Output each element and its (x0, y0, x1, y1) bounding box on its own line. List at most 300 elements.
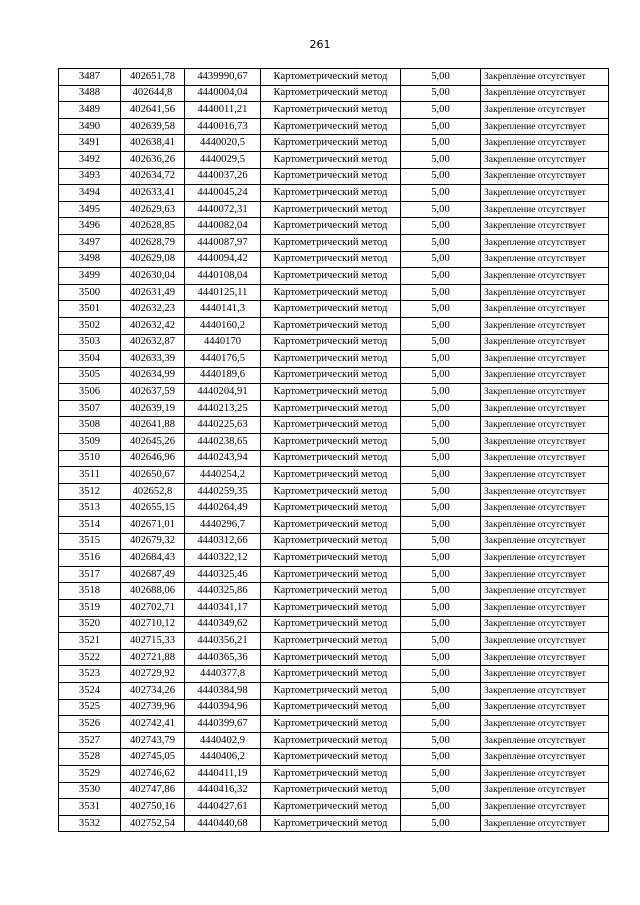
y-coordinate-cell: 4440087,97 (185, 234, 261, 251)
method-cell: Картометрический метод (261, 268, 401, 285)
error-cell: 5,00 (401, 268, 481, 285)
x-coordinate-cell: 402679,32 (121, 533, 185, 550)
x-coordinate-cell: 402633,39 (121, 351, 185, 368)
x-coordinate-cell: 402636,26 (121, 151, 185, 168)
table-row (59, 218, 609, 235)
point-number-cell: 3493 (59, 168, 121, 185)
x-coordinate-cell: 402747,86 (121, 782, 185, 799)
table-row (59, 765, 609, 782)
point-number-cell: 3510 (59, 450, 121, 467)
error-cell: 5,00 (401, 69, 481, 86)
fixation-cell: Закрепление отсутствует (481, 533, 609, 550)
y-coordinate-cell: 4440341,17 (185, 600, 261, 617)
point-number-cell: 3500 (59, 284, 121, 301)
point-number-cell: 3517 (59, 566, 121, 583)
method-cell: Картометрический метод (261, 799, 401, 816)
error-cell: 5,00 (401, 550, 481, 567)
x-coordinate-cell: 402629,63 (121, 201, 185, 218)
x-coordinate-cell: 402651,78 (121, 69, 185, 86)
point-number-cell: 3506 (59, 384, 121, 401)
method-cell: Картометрический метод (261, 218, 401, 235)
method-cell: Картометрический метод (261, 201, 401, 218)
error-cell: 5,00 (401, 732, 481, 749)
fixation-cell: Закрепление отсутствует (481, 334, 609, 351)
point-number-cell: 3497 (59, 234, 121, 251)
method-cell: Картометрический метод (261, 102, 401, 119)
error-cell: 5,00 (401, 566, 481, 583)
point-number-cell: 3505 (59, 367, 121, 384)
y-coordinate-cell: 4440402,9 (185, 732, 261, 749)
y-coordinate-cell: 4440322,12 (185, 550, 261, 567)
fixation-cell: Закрепление отсутствует (481, 218, 609, 235)
table-row (59, 301, 609, 318)
y-coordinate-cell: 4440238,65 (185, 434, 261, 451)
fixation-cell: Закрепление отсутствует (481, 384, 609, 401)
table-row (59, 699, 609, 716)
table-row (59, 102, 609, 119)
method-cell: Картометрический метод (261, 533, 401, 550)
x-coordinate-cell: 402743,79 (121, 732, 185, 749)
table-row (59, 367, 609, 384)
fixation-cell: Закрепление отсутствует (481, 765, 609, 782)
table-row (59, 782, 609, 799)
method-cell: Картометрический метод (261, 483, 401, 500)
fixation-cell: Закрепление отсутствует (481, 367, 609, 384)
y-coordinate-cell: 4440016,73 (185, 118, 261, 135)
point-number-cell: 3527 (59, 732, 121, 749)
fixation-cell: Закрепление отсутствует (481, 566, 609, 583)
point-number-cell: 3519 (59, 600, 121, 617)
coordinates-table (58, 68, 609, 832)
table-row (59, 334, 609, 351)
fixation-cell: Закрепление отсутствует (481, 500, 609, 517)
fixation-cell: Закрепление отсутствует (481, 517, 609, 534)
fixation-cell: Закрепление отсутствует (481, 616, 609, 633)
x-coordinate-cell: 402630,04 (121, 268, 185, 285)
method-cell: Картометрический метод (261, 384, 401, 401)
x-coordinate-cell: 402746,62 (121, 765, 185, 782)
point-number-cell: 3520 (59, 616, 121, 633)
y-coordinate-cell: 4440189,6 (185, 367, 261, 384)
table-row (59, 566, 609, 583)
y-coordinate-cell: 4440259,35 (185, 483, 261, 500)
table-row (59, 815, 609, 832)
error-cell: 5,00 (401, 649, 481, 666)
x-coordinate-cell: 402629,08 (121, 251, 185, 268)
error-cell: 5,00 (401, 85, 481, 102)
y-coordinate-cell: 4440225,63 (185, 417, 261, 434)
error-cell: 5,00 (401, 799, 481, 816)
method-cell: Картометрический метод (261, 367, 401, 384)
x-coordinate-cell: 402646,96 (121, 450, 185, 467)
method-cell: Картометрический метод (261, 699, 401, 716)
x-coordinate-cell: 402671,01 (121, 517, 185, 534)
error-cell: 5,00 (401, 517, 481, 534)
method-cell: Картометрический метод (261, 151, 401, 168)
table-row (59, 517, 609, 534)
table-row (59, 467, 609, 484)
y-coordinate-cell: 4440160,2 (185, 317, 261, 334)
error-cell: 5,00 (401, 616, 481, 633)
point-number-cell: 3526 (59, 716, 121, 733)
x-coordinate-cell: 402684,43 (121, 550, 185, 567)
x-coordinate-cell: 402644,8 (121, 85, 185, 102)
fixation-cell: Закрепление отсутствует (481, 815, 609, 832)
error-cell: 5,00 (401, 682, 481, 699)
y-coordinate-cell: 4440427,61 (185, 799, 261, 816)
y-coordinate-cell: 4440045,24 (185, 185, 261, 202)
x-coordinate-cell: 402639,19 (121, 400, 185, 417)
method-cell: Картометрический метод (261, 317, 401, 334)
point-number-cell: 3487 (59, 69, 121, 86)
method-cell: Картометрический метод (261, 135, 401, 152)
point-number-cell: 3531 (59, 799, 121, 816)
error-cell: 5,00 (401, 317, 481, 334)
point-number-cell: 3503 (59, 334, 121, 351)
table-row (59, 351, 609, 368)
y-coordinate-cell: 4440213,25 (185, 400, 261, 417)
point-number-cell: 3522 (59, 649, 121, 666)
error-cell: 5,00 (401, 633, 481, 650)
x-coordinate-cell: 402632,87 (121, 334, 185, 351)
error-cell: 5,00 (401, 351, 481, 368)
fixation-cell: Закрепление отсутствует (481, 649, 609, 666)
error-cell: 5,00 (401, 251, 481, 268)
fixation-cell: Закрепление отсутствует (481, 600, 609, 617)
x-coordinate-cell: 402742,41 (121, 716, 185, 733)
error-cell: 5,00 (401, 666, 481, 683)
method-cell: Картометрический метод (261, 566, 401, 583)
method-cell: Картометрический метод (261, 500, 401, 517)
y-coordinate-cell: 4440349,62 (185, 616, 261, 633)
point-number-cell: 3509 (59, 434, 121, 451)
fixation-cell: Закрепление отсутствует (481, 483, 609, 500)
table-row (59, 417, 609, 434)
point-number-cell: 3496 (59, 218, 121, 235)
method-cell: Картометрический метод (261, 400, 401, 417)
y-coordinate-cell: 4440094,42 (185, 251, 261, 268)
x-coordinate-cell: 402752,54 (121, 815, 185, 832)
x-coordinate-cell: 402650,67 (121, 467, 185, 484)
fixation-cell: Закрепление отсутствует (481, 301, 609, 318)
table-row (59, 633, 609, 650)
error-cell: 5,00 (401, 467, 481, 484)
y-coordinate-cell: 4439990,67 (185, 69, 261, 86)
error-cell: 5,00 (401, 815, 481, 832)
point-number-cell: 3512 (59, 483, 121, 500)
x-coordinate-cell: 402652,8 (121, 483, 185, 500)
y-coordinate-cell: 4440029,5 (185, 151, 261, 168)
fixation-cell: Закрепление отсутствует (481, 434, 609, 451)
fixation-cell: Закрепление отсутствует (481, 118, 609, 135)
error-cell: 5,00 (401, 500, 481, 517)
error-cell: 5,00 (401, 400, 481, 417)
table-row (59, 583, 609, 600)
point-number-cell: 3524 (59, 682, 121, 699)
fixation-cell: Закрепление отсутствует (481, 682, 609, 699)
fixation-cell: Закрепление отсутствует (481, 351, 609, 368)
fixation-cell: Закрепление отсутствует (481, 550, 609, 567)
error-cell: 5,00 (401, 102, 481, 119)
table-row (59, 666, 609, 683)
error-cell: 5,00 (401, 151, 481, 168)
error-cell: 5,00 (401, 284, 481, 301)
point-number-cell: 3523 (59, 666, 121, 683)
fixation-cell: Закрепление отсутствует (481, 400, 609, 417)
method-cell: Картометрический метод (261, 185, 401, 202)
fixation-cell: Закрепление отсутствует (481, 450, 609, 467)
error-cell: 5,00 (401, 334, 481, 351)
point-number-cell: 3489 (59, 102, 121, 119)
fixation-cell: Закрепление отсутствует (481, 749, 609, 766)
point-number-cell: 3492 (59, 151, 121, 168)
method-cell: Картометрический метод (261, 765, 401, 782)
table-row (59, 600, 609, 617)
table-row (59, 85, 609, 102)
y-coordinate-cell: 4440312,66 (185, 533, 261, 550)
x-coordinate-cell: 402734,26 (121, 682, 185, 699)
method-cell: Картометрический метод (261, 815, 401, 832)
fixation-cell: Закрепление отсутствует (481, 782, 609, 799)
point-number-cell: 3525 (59, 699, 121, 716)
error-cell: 5,00 (401, 367, 481, 384)
page-number: 261 (309, 38, 331, 51)
x-coordinate-cell: 402638,41 (121, 135, 185, 152)
method-cell: Картометрический метод (261, 417, 401, 434)
method-cell: Картометрический метод (261, 600, 401, 617)
point-number-cell: 3521 (59, 633, 121, 650)
point-number-cell: 3528 (59, 749, 121, 766)
error-cell: 5,00 (401, 600, 481, 617)
y-coordinate-cell: 4440004,04 (185, 85, 261, 102)
method-cell: Картометрический метод (261, 550, 401, 567)
method-cell: Картометрический метод (261, 450, 401, 467)
error-cell: 5,00 (401, 533, 481, 550)
y-coordinate-cell: 4440296,7 (185, 517, 261, 534)
y-coordinate-cell: 4440204,91 (185, 384, 261, 401)
x-coordinate-cell: 402634,72 (121, 168, 185, 185)
fixation-cell: Закрепление отсутствует (481, 69, 609, 86)
fixation-cell: Закрепление отсутствует (481, 799, 609, 816)
method-cell: Картометрический метод (261, 732, 401, 749)
y-coordinate-cell: 4440243,94 (185, 450, 261, 467)
point-number-cell: 3529 (59, 765, 121, 782)
fixation-cell: Закрепление отсутствует (481, 85, 609, 102)
error-cell: 5,00 (401, 135, 481, 152)
table-row (59, 500, 609, 517)
y-coordinate-cell: 4440399,67 (185, 716, 261, 733)
method-cell: Картометрический метод (261, 583, 401, 600)
method-cell: Картометрический метод (261, 334, 401, 351)
y-coordinate-cell: 4440365,36 (185, 649, 261, 666)
table-row (59, 201, 609, 218)
error-cell: 5,00 (401, 118, 481, 135)
x-coordinate-cell: 402739,96 (121, 699, 185, 716)
x-coordinate-cell: 402628,79 (121, 234, 185, 251)
fixation-cell: Закрепление отсутствует (481, 732, 609, 749)
fixation-cell: Закрепление отсутствует (481, 467, 609, 484)
fixation-cell: Закрепление отсутствует (481, 234, 609, 251)
method-cell: Картометрический метод (261, 284, 401, 301)
table-row (59, 483, 609, 500)
y-coordinate-cell: 4440141,3 (185, 301, 261, 318)
point-number-cell: 3498 (59, 251, 121, 268)
fixation-cell: Закрепление отсутствует (481, 284, 609, 301)
error-cell: 5,00 (401, 301, 481, 318)
table-row (59, 550, 609, 567)
point-number-cell: 3504 (59, 351, 121, 368)
x-coordinate-cell: 402637,59 (121, 384, 185, 401)
error-cell: 5,00 (401, 168, 481, 185)
method-cell: Картометрический метод (261, 168, 401, 185)
fixation-cell: Закрепление отсутствует (481, 716, 609, 733)
x-coordinate-cell: 402745,05 (121, 749, 185, 766)
x-coordinate-cell: 402721,88 (121, 649, 185, 666)
fixation-cell: Закрепление отсутствует (481, 417, 609, 434)
table-row (59, 533, 609, 550)
y-coordinate-cell: 4440264,49 (185, 500, 261, 517)
error-cell: 5,00 (401, 234, 481, 251)
method-cell: Картометрический метод (261, 616, 401, 633)
y-coordinate-cell: 4440416,32 (185, 782, 261, 799)
error-cell: 5,00 (401, 384, 481, 401)
method-cell: Картометрический метод (261, 351, 401, 368)
x-coordinate-cell: 402715,33 (121, 633, 185, 650)
table-row (59, 185, 609, 202)
point-number-cell: 3507 (59, 400, 121, 417)
y-coordinate-cell: 4440037,26 (185, 168, 261, 185)
y-coordinate-cell: 4440254,2 (185, 467, 261, 484)
y-coordinate-cell: 4440325,46 (185, 566, 261, 583)
fixation-cell: Закрепление отсутствует (481, 151, 609, 168)
fixation-cell: Закрепление отсутствует (481, 135, 609, 152)
error-cell: 5,00 (401, 434, 481, 451)
y-coordinate-cell: 4440406,2 (185, 749, 261, 766)
table-row (59, 682, 609, 699)
fixation-cell: Закрепление отсутствует (481, 185, 609, 202)
point-number-cell: 3518 (59, 583, 121, 600)
method-cell: Картометрический метод (261, 517, 401, 534)
table-row (59, 118, 609, 135)
fixation-cell: Закрепление отсутствует (481, 102, 609, 119)
point-number-cell: 3499 (59, 268, 121, 285)
fixation-cell: Закрепление отсутствует (481, 251, 609, 268)
table-row (59, 284, 609, 301)
y-coordinate-cell: 4440440,68 (185, 815, 261, 832)
table-row (59, 716, 609, 733)
x-coordinate-cell: 402628,85 (121, 218, 185, 235)
y-coordinate-cell: 4440411,19 (185, 765, 261, 782)
table-row (59, 749, 609, 766)
x-coordinate-cell: 402687,49 (121, 566, 185, 583)
x-coordinate-cell: 402688,06 (121, 583, 185, 600)
table-row (59, 732, 609, 749)
method-cell: Картометрический метод (261, 301, 401, 318)
point-number-cell: 3488 (59, 85, 121, 102)
fixation-cell: Закрепление отсутствует (481, 583, 609, 600)
table-body (59, 69, 609, 832)
table-row (59, 151, 609, 168)
method-cell: Картометрический метод (261, 69, 401, 86)
x-coordinate-cell: 402632,23 (121, 301, 185, 318)
error-cell: 5,00 (401, 450, 481, 467)
error-cell: 5,00 (401, 218, 481, 235)
method-cell: Картометрический метод (261, 749, 401, 766)
method-cell: Картометрический метод (261, 467, 401, 484)
point-number-cell: 3491 (59, 135, 121, 152)
y-coordinate-cell: 4440394,96 (185, 699, 261, 716)
error-cell: 5,00 (401, 583, 481, 600)
error-cell: 5,00 (401, 782, 481, 799)
y-coordinate-cell: 4440176,5 (185, 351, 261, 368)
point-number-cell: 3513 (59, 500, 121, 517)
table-row (59, 268, 609, 285)
x-coordinate-cell: 402710,12 (121, 616, 185, 633)
fixation-cell: Закрепление отсутствует (481, 666, 609, 683)
method-cell: Картометрический метод (261, 682, 401, 699)
error-cell: 5,00 (401, 185, 481, 202)
point-number-cell: 3490 (59, 118, 121, 135)
y-coordinate-cell: 4440125,11 (185, 284, 261, 301)
x-coordinate-cell: 402632,42 (121, 317, 185, 334)
error-cell: 5,00 (401, 749, 481, 766)
error-cell: 5,00 (401, 201, 481, 218)
table-row (59, 168, 609, 185)
x-coordinate-cell: 402702,71 (121, 600, 185, 617)
error-cell: 5,00 (401, 765, 481, 782)
point-number-cell: 3495 (59, 201, 121, 218)
point-number-cell: 3502 (59, 317, 121, 334)
fixation-cell: Закрепление отсутствует (481, 201, 609, 218)
x-coordinate-cell: 402641,56 (121, 102, 185, 119)
fixation-cell: Закрепление отсутствует (481, 699, 609, 716)
point-number-cell: 3516 (59, 550, 121, 567)
x-coordinate-cell: 402641,88 (121, 417, 185, 434)
y-coordinate-cell: 4440377,8 (185, 666, 261, 683)
x-coordinate-cell: 402639,58 (121, 118, 185, 135)
method-cell: Картометрический метод (261, 666, 401, 683)
error-cell: 5,00 (401, 417, 481, 434)
y-coordinate-cell: 4440020,5 (185, 135, 261, 152)
fixation-cell: Закрепление отсутствует (481, 633, 609, 650)
fixation-cell: Закрепление отсутствует (481, 317, 609, 334)
y-coordinate-cell: 4440325,86 (185, 583, 261, 600)
x-coordinate-cell: 402631,49 (121, 284, 185, 301)
method-cell: Картометрический метод (261, 118, 401, 135)
table-row (59, 234, 609, 251)
method-cell: Картометрический метод (261, 251, 401, 268)
fixation-cell: Закрепление отсутствует (481, 268, 609, 285)
table-row (59, 69, 609, 86)
table-row (59, 649, 609, 666)
fixation-cell: Закрепление отсутствует (481, 168, 609, 185)
x-coordinate-cell: 402655,15 (121, 500, 185, 517)
x-coordinate-cell: 402729,92 (121, 666, 185, 683)
point-number-cell: 3515 (59, 533, 121, 550)
error-cell: 5,00 (401, 699, 481, 716)
method-cell: Картометрический метод (261, 633, 401, 650)
y-coordinate-cell: 4440384,98 (185, 682, 261, 699)
y-coordinate-cell: 4440170 (185, 334, 261, 351)
method-cell: Картометрический метод (261, 234, 401, 251)
point-number-cell: 3494 (59, 185, 121, 202)
error-cell: 5,00 (401, 483, 481, 500)
y-coordinate-cell: 4440082,04 (185, 218, 261, 235)
point-number-cell: 3511 (59, 467, 121, 484)
point-number-cell: 3532 (59, 815, 121, 832)
method-cell: Картометрический метод (261, 85, 401, 102)
y-coordinate-cell: 4440356,21 (185, 633, 261, 650)
